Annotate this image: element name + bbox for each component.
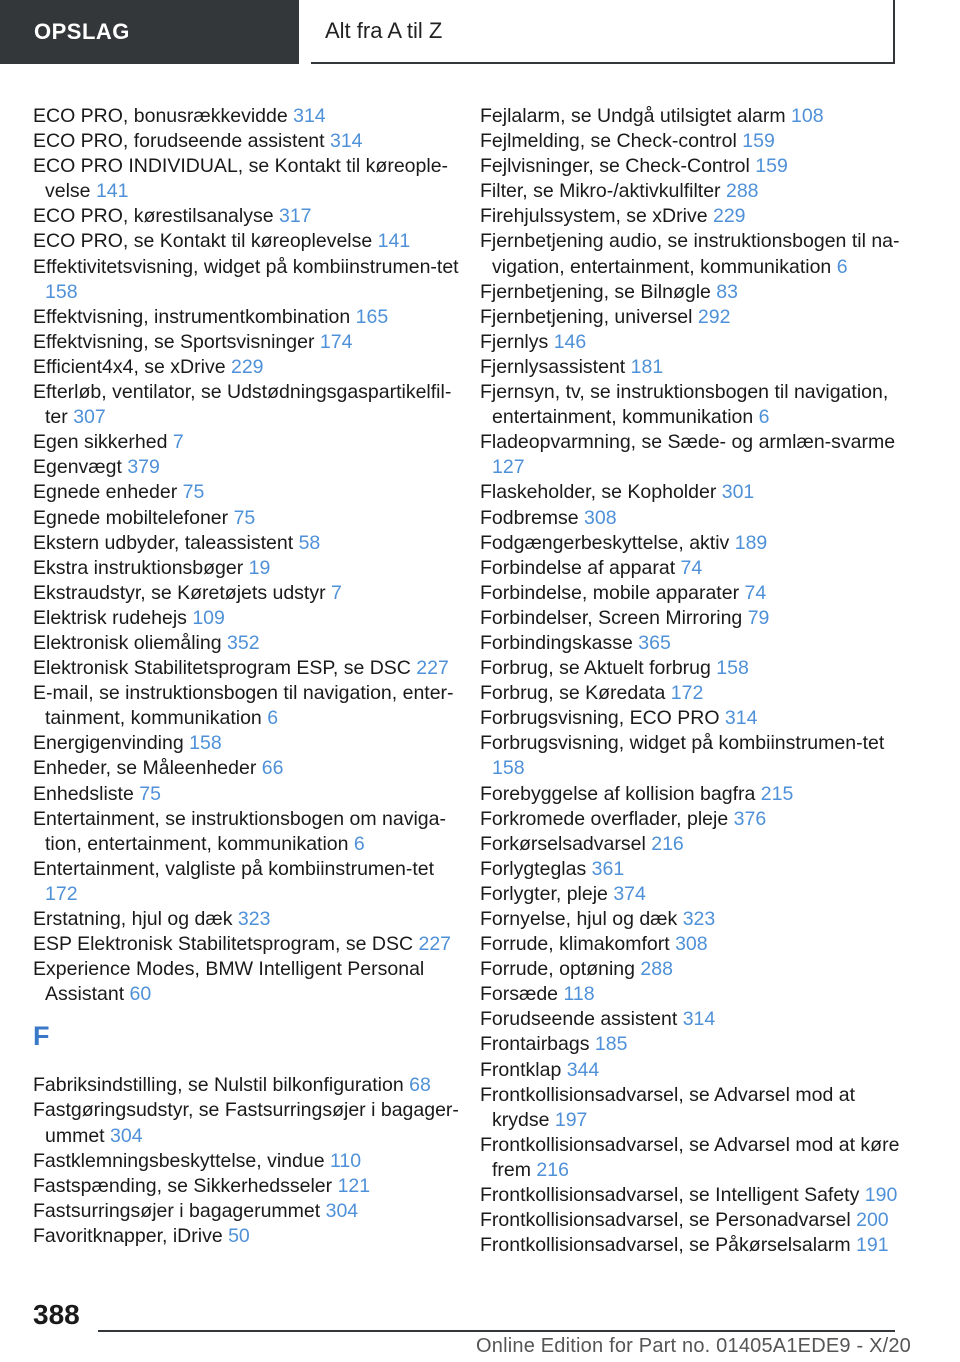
index-entry: [480, 129, 900, 154]
index-entry: [480, 681, 900, 706]
index-entry: [480, 1083, 900, 1133]
index-entry: [33, 907, 463, 932]
index-entry: [33, 154, 463, 204]
page-link[interactable]: 227: [416, 657, 449, 680]
index-entry: [33, 681, 463, 731]
page-link[interactable]: 75: [139, 782, 161, 805]
index-column-left: [33, 104, 463, 1249]
entry-text: Enheder, se Måleenheder: [33, 757, 262, 780]
index-entry: [33, 380, 463, 430]
index-entry: [480, 606, 900, 631]
entry-text: Firehjulssystem, se xDrive: [480, 205, 713, 228]
page-link[interactable]: 158: [189, 732, 222, 755]
entry-text: Fjernbetjening audio, se instruktionsbogen til na-vigation, entertainment, kommunikation: [480, 230, 900, 278]
index-entry: [480, 982, 900, 1007]
entry-text: Forbrugsvisning, widget på kombiinstrumen-tet: [480, 732, 885, 755]
entry-text: Frontkollisionsadvarsel, se Advarsel mod at køre frem: [480, 1133, 900, 1181]
index-entry: [33, 129, 463, 154]
page-link[interactable]: 308: [675, 933, 708, 956]
entry-text: Frontairbags: [480, 1033, 595, 1056]
entry-text: Forkromede overflader, pleje: [480, 807, 734, 830]
page-link[interactable]: 379: [127, 456, 160, 479]
entry-text: Effektvisning, instrumentkombination: [33, 305, 356, 328]
index-entry: [33, 556, 463, 581]
page-link[interactable]: 352: [227, 631, 260, 654]
index-entry: [33, 506, 463, 531]
entry-text: Egenvægt: [33, 456, 128, 479]
page-link[interactable]: 159: [755, 155, 788, 178]
index-entry: [480, 531, 900, 556]
page-link[interactable]: 229: [230, 355, 264, 378]
page-link[interactable]: 365: [638, 631, 671, 654]
entry-text: ECO PRO, se Kontakt til køreoplevelse: [33, 230, 378, 253]
index-entry: [480, 807, 900, 832]
page-link[interactable]: 174: [319, 330, 353, 353]
entry-text: Forkørselsadvarsel: [480, 832, 652, 855]
index-entry: [480, 280, 900, 305]
index-entry: [480, 656, 900, 681]
entry-text: ECO PRO, forudseende assistent: [33, 130, 330, 153]
entry-text: Ekstern udbyder, taleassistent: [33, 531, 299, 554]
index-entry: [33, 782, 463, 807]
page-link[interactable]: 172: [45, 882, 78, 905]
index-entry: [480, 1058, 900, 1083]
entry-text: Fabriksindstilling, se Nulstil bilkonfiguration: [33, 1074, 410, 1097]
index-entry: [480, 706, 900, 731]
page-link[interactable]: 323: [682, 908, 716, 930]
entry-text: Forbrug, se Aktuelt forbrug: [480, 657, 717, 680]
entry-text: Forbrug, se Køredata: [480, 682, 671, 705]
footer-edition: Online Edition for Part no. 01405A1EDE9 - X/20: [476, 1335, 912, 1357]
entry-text: Forbindelser, Screen Mirroring: [480, 606, 748, 629]
page-link[interactable]: 6: [836, 255, 848, 278]
entry-text: ECO PRO, bonusrækkevidde: [33, 105, 294, 127]
entry-text: Efficient4x4, se xDrive: [33, 355, 231, 378]
page-link[interactable]: 7: [331, 581, 342, 604]
entry-text: Fastsurringsøjer i bagagerummet: [33, 1199, 326, 1222]
index-entry: [33, 1224, 463, 1249]
page-link[interactable]: 75: [233, 506, 256, 529]
index-entry: [33, 204, 463, 229]
index-entry: [480, 204, 900, 229]
entry-text: Forbindingskasse: [480, 631, 639, 654]
entry-text: Frontkollisionsadvarsel, se Personadvarsel: [480, 1209, 857, 1232]
index-entry: [480, 932, 900, 957]
page-link[interactable]: 308: [584, 506, 617, 529]
entry-text: Enhedsliste: [33, 782, 140, 805]
entry-text: Fjernlys: [480, 330, 554, 353]
entry-text: Elektronisk oliemåling: [33, 631, 228, 654]
page-link[interactable]: 190: [864, 1184, 898, 1207]
entry-text: Forrude, klimakomfort: [480, 933, 676, 956]
page-link[interactable]: 374: [613, 882, 646, 905]
entry-text: Effektvisning, se Sportsvisninger: [33, 330, 320, 353]
entry-text: Fjernlysassistent: [480, 355, 631, 378]
index-entry: [480, 907, 900, 932]
index-entry: [480, 731, 900, 781]
index-entry: [480, 104, 900, 129]
page-link[interactable]: 314: [682, 1008, 716, 1031]
entry-text: Fladeopvarmning, se Sæde- og armlæn-svarme: [480, 431, 896, 454]
page-link[interactable]: 288: [640, 958, 673, 981]
footer-divider: [98, 1330, 895, 1332]
index-entry: [33, 455, 463, 480]
page-link[interactable]: 314: [293, 105, 326, 127]
entry-text: Effektivitetsvisning, widget på kombiinstrumen-tet: [33, 255, 459, 278]
entry-text: Forlygter, pleje: [480, 882, 614, 905]
index-entry: [33, 807, 463, 857]
page-link[interactable]: 323: [237, 908, 271, 930]
index-entry: [33, 756, 463, 781]
page-link[interactable]: 376: [733, 807, 767, 830]
page-link[interactable]: 361: [591, 857, 625, 880]
page-link[interactable]: 307: [73, 406, 106, 429]
index-entry: [33, 1149, 463, 1174]
index-entry: [480, 480, 900, 505]
index-entry: [480, 1183, 900, 1208]
entry-text: Frontkollisionsadvarsel, se Intelligent Safety: [480, 1184, 865, 1207]
index-entry: [480, 355, 900, 380]
index-list-f-continued: [480, 104, 900, 1258]
page-link[interactable]: 165: [355, 305, 389, 328]
index-entry: [33, 957, 463, 1007]
index-entry: [480, 1032, 900, 1057]
index-entry: [33, 480, 463, 505]
page-link[interactable]: 141: [377, 230, 411, 253]
page-link[interactable]: 6: [758, 406, 770, 429]
header-title: Alt fra A til Z: [311, 0, 895, 64]
entry-text: Frontkollisionsadvarsel, se Advarsel mod at krydse: [480, 1083, 856, 1131]
page-link[interactable]: 146: [553, 330, 587, 353]
entry-text: Fodbremse: [480, 506, 585, 529]
index-column-right: [480, 104, 900, 1258]
index-entry: [480, 154, 900, 179]
page-link[interactable]: 314: [329, 130, 363, 153]
index-entry: [33, 255, 463, 305]
entry-text: Ekstra instruktionsbøger: [33, 556, 249, 579]
page-link[interactable]: 344: [566, 1058, 600, 1081]
page-link[interactable]: 79: [747, 606, 770, 629]
page-link[interactable]: 121: [337, 1174, 371, 1197]
page-link[interactable]: 118: [563, 983, 595, 1006]
page-link[interactable]: 7: [172, 431, 184, 454]
index-entry: [33, 731, 463, 756]
page-link[interactable]: 6: [353, 832, 365, 855]
index-entry: [33, 1174, 463, 1199]
entry-text: Erstatning, hjul og dæk: [33, 908, 238, 930]
page-link[interactable]: 6: [267, 707, 279, 730]
entry-text: Elektronisk Stabilitetsprogram ESP, se DSC: [33, 657, 417, 680]
page-link[interactable]: 304: [325, 1199, 359, 1222]
page-link[interactable]: 172: [670, 682, 704, 705]
entry-text: Ekstraudstyr, se Køretøjets udstyr: [33, 581, 332, 604]
entry-text: Fejlmelding, se Check-control: [480, 130, 743, 153]
page-link[interactable]: 141: [95, 180, 129, 203]
page-link[interactable]: 68: [409, 1074, 431, 1097]
index-entry: [33, 581, 463, 606]
index-entry: [480, 1007, 900, 1032]
page-link[interactable]: 200: [856, 1209, 889, 1232]
page-link[interactable]: 19: [248, 556, 271, 579]
entry-text: ESP Elektronisk Stabilitetsprogram, se DSC: [33, 933, 419, 956]
index-list-e: [33, 104, 463, 1007]
entry-text: Fornyelse, hjul og dæk: [480, 908, 683, 930]
index-entry: [33, 656, 463, 681]
page-link[interactable]: 216: [536, 1158, 569, 1181]
index-entry: [33, 104, 463, 129]
entry-text: Forudseende assistent: [480, 1008, 683, 1031]
page-link[interactable]: 314: [724, 707, 758, 730]
page-link[interactable]: 189: [734, 531, 768, 554]
page-link[interactable]: 197: [554, 1108, 588, 1131]
page-link[interactable]: 215: [760, 782, 794, 805]
entry-text: Fjernbetjening, se Bilnøgle: [480, 280, 717, 303]
index-entry: [480, 857, 900, 882]
page-link[interactable]: 229: [712, 205, 746, 228]
index-entry: [33, 1098, 463, 1148]
page-header: [0, 0, 960, 66]
entry-text: Forlygteglas: [480, 857, 592, 880]
entry-text: E-mail, se instruktionsbogen til navigation, enter-tainment, kommunikation: [33, 682, 454, 730]
page-link[interactable]: 292: [697, 305, 731, 328]
index-entry: [33, 229, 463, 254]
page-link[interactable]: 159: [742, 130, 775, 153]
index-entry: [480, 179, 900, 204]
page-number: 388: [33, 1299, 80, 1330]
index-entry: [480, 229, 900, 279]
index-entry: [480, 1208, 900, 1233]
page-link[interactable]: 109: [192, 606, 225, 629]
page-link[interactable]: 110: [329, 1149, 362, 1172]
page-link[interactable]: 108: [791, 105, 824, 127]
entry-text: Frontkollisionsadvarsel, se Påkørselsalarm: [480, 1234, 857, 1257]
index-entry: [33, 1073, 463, 1098]
index-entry: [480, 957, 900, 982]
page-link[interactable]: 83: [716, 280, 738, 303]
index-entry: [480, 506, 900, 531]
entry-text: Egen sikkerhed: [33, 431, 173, 454]
entry-text: ECO PRO, kørestilsanalyse: [33, 205, 279, 228]
page-link[interactable]: 74: [680, 556, 703, 579]
index-entry: [480, 380, 900, 430]
index-entry: [480, 782, 900, 807]
entry-text: Frontklap: [480, 1058, 567, 1081]
page-link[interactable]: 74: [744, 581, 767, 604]
page-link[interactable]: 288: [725, 180, 759, 203]
index-entry: [33, 355, 463, 380]
page-link[interactable]: 158: [45, 280, 78, 303]
index-entry: [33, 1199, 463, 1224]
index-entry: [33, 330, 463, 355]
entry-text: Fastgøringsudstyr, se Fastsurringsøjer i bagager-ummet: [33, 1099, 459, 1147]
index-entry: [480, 1233, 900, 1258]
index-entry: [33, 857, 463, 907]
index-list-f: [33, 1073, 463, 1249]
index-entry: [480, 631, 900, 656]
page-link[interactable]: 50: [228, 1224, 250, 1247]
index-entry: [480, 556, 900, 581]
entry-text: Experience Modes, BMW Intelligent Personal Assistant: [33, 958, 425, 1006]
entry-text: Efterløb, ventilator, se Udstødningsgaspartikelfil-ter: [33, 381, 452, 429]
page-link[interactable]: 66: [261, 757, 284, 780]
entry-text: Energigenvinding: [33, 732, 190, 755]
entry-text: Fejlvisninger, se Check-Control: [480, 155, 756, 178]
entry-text: Fastklemningsbeskyttelse, vindue: [33, 1149, 330, 1172]
entry-text: Fodgængerbeskyttelse, aktiv: [480, 531, 735, 554]
entry-text: Favoritknapper, iDrive: [33, 1224, 229, 1247]
index-entry: [33, 430, 463, 455]
page-link[interactable]: 158: [716, 657, 749, 680]
page-link[interactable]: 181: [630, 355, 664, 378]
page-link[interactable]: 58: [298, 531, 321, 554]
entry-text: Fjernbetjening, universel: [480, 305, 698, 328]
index-entry: [480, 430, 900, 480]
page-link[interactable]: 304: [110, 1124, 143, 1147]
index-entry: [33, 606, 463, 631]
page-link[interactable]: 60: [129, 983, 152, 1006]
section-letter: F: [33, 1021, 50, 1052]
index-entry: [480, 832, 900, 857]
page-link[interactable]: 317: [278, 205, 312, 228]
entry-text: Fjernsyn, tv, se instruktionsbogen til navigation, entertainment, kommunikation: [480, 381, 889, 429]
entry-text: ECO PRO INDIVIDUAL, se Kontakt til køreople-velse: [33, 155, 449, 203]
section-tab: OPSLAG: [0, 0, 299, 64]
page-link[interactable]: 127: [492, 456, 525, 479]
entry-text: Egnede enheder: [33, 481, 183, 504]
page-link[interactable]: 75: [182, 481, 205, 504]
page-link[interactable]: 185: [594, 1033, 628, 1056]
entry-text: Fejlalarm, se Undgå utilsigtet alarm: [480, 105, 792, 127]
entry-text: Egnede mobiltelefoner: [33, 506, 234, 529]
entry-text: Flaskeholder, se Kopholder: [480, 481, 722, 504]
entry-text: Entertainment, valgliste på kombiinstrumen-tet: [33, 857, 435, 880]
page-link[interactable]: 158: [492, 757, 525, 780]
entry-text: Elektrisk rudehejs: [33, 606, 193, 629]
index-entry: [480, 1133, 900, 1183]
index-entry: [480, 305, 900, 330]
index-entry: [33, 531, 463, 556]
page-link[interactable]: 227: [418, 933, 452, 956]
entry-text: Forbindelse, mobile apparater: [480, 581, 745, 604]
entry-text: Forbrugsvisning, ECO PRO: [480, 707, 725, 730]
entry-text: Forsæde: [480, 983, 564, 1006]
index-entry: [480, 330, 900, 355]
index-entry: [33, 631, 463, 656]
entry-text: Filter, se Mikro-/aktivkulfilter: [480, 180, 726, 203]
entry-text: Fastspænding, se Sikkerhedsseler: [33, 1174, 338, 1197]
entry-text: Forebyggelse af kollision bagfra: [480, 782, 761, 805]
page-link[interactable]: 216: [651, 832, 684, 855]
index-entry: [33, 932, 463, 957]
page-link[interactable]: 191: [856, 1234, 889, 1257]
entry-text: Entertainment, se instruktionsbogen om naviga-tion, entertainment, kommunikation: [33, 807, 446, 855]
entry-text: Forrude, optøning: [480, 958, 641, 981]
index-entry: [480, 581, 900, 606]
page-link[interactable]: 301: [721, 481, 755, 504]
index-entry: [33, 305, 463, 330]
index-entry: [480, 882, 900, 907]
entry-text: Forbindelse af apparat: [480, 556, 681, 579]
